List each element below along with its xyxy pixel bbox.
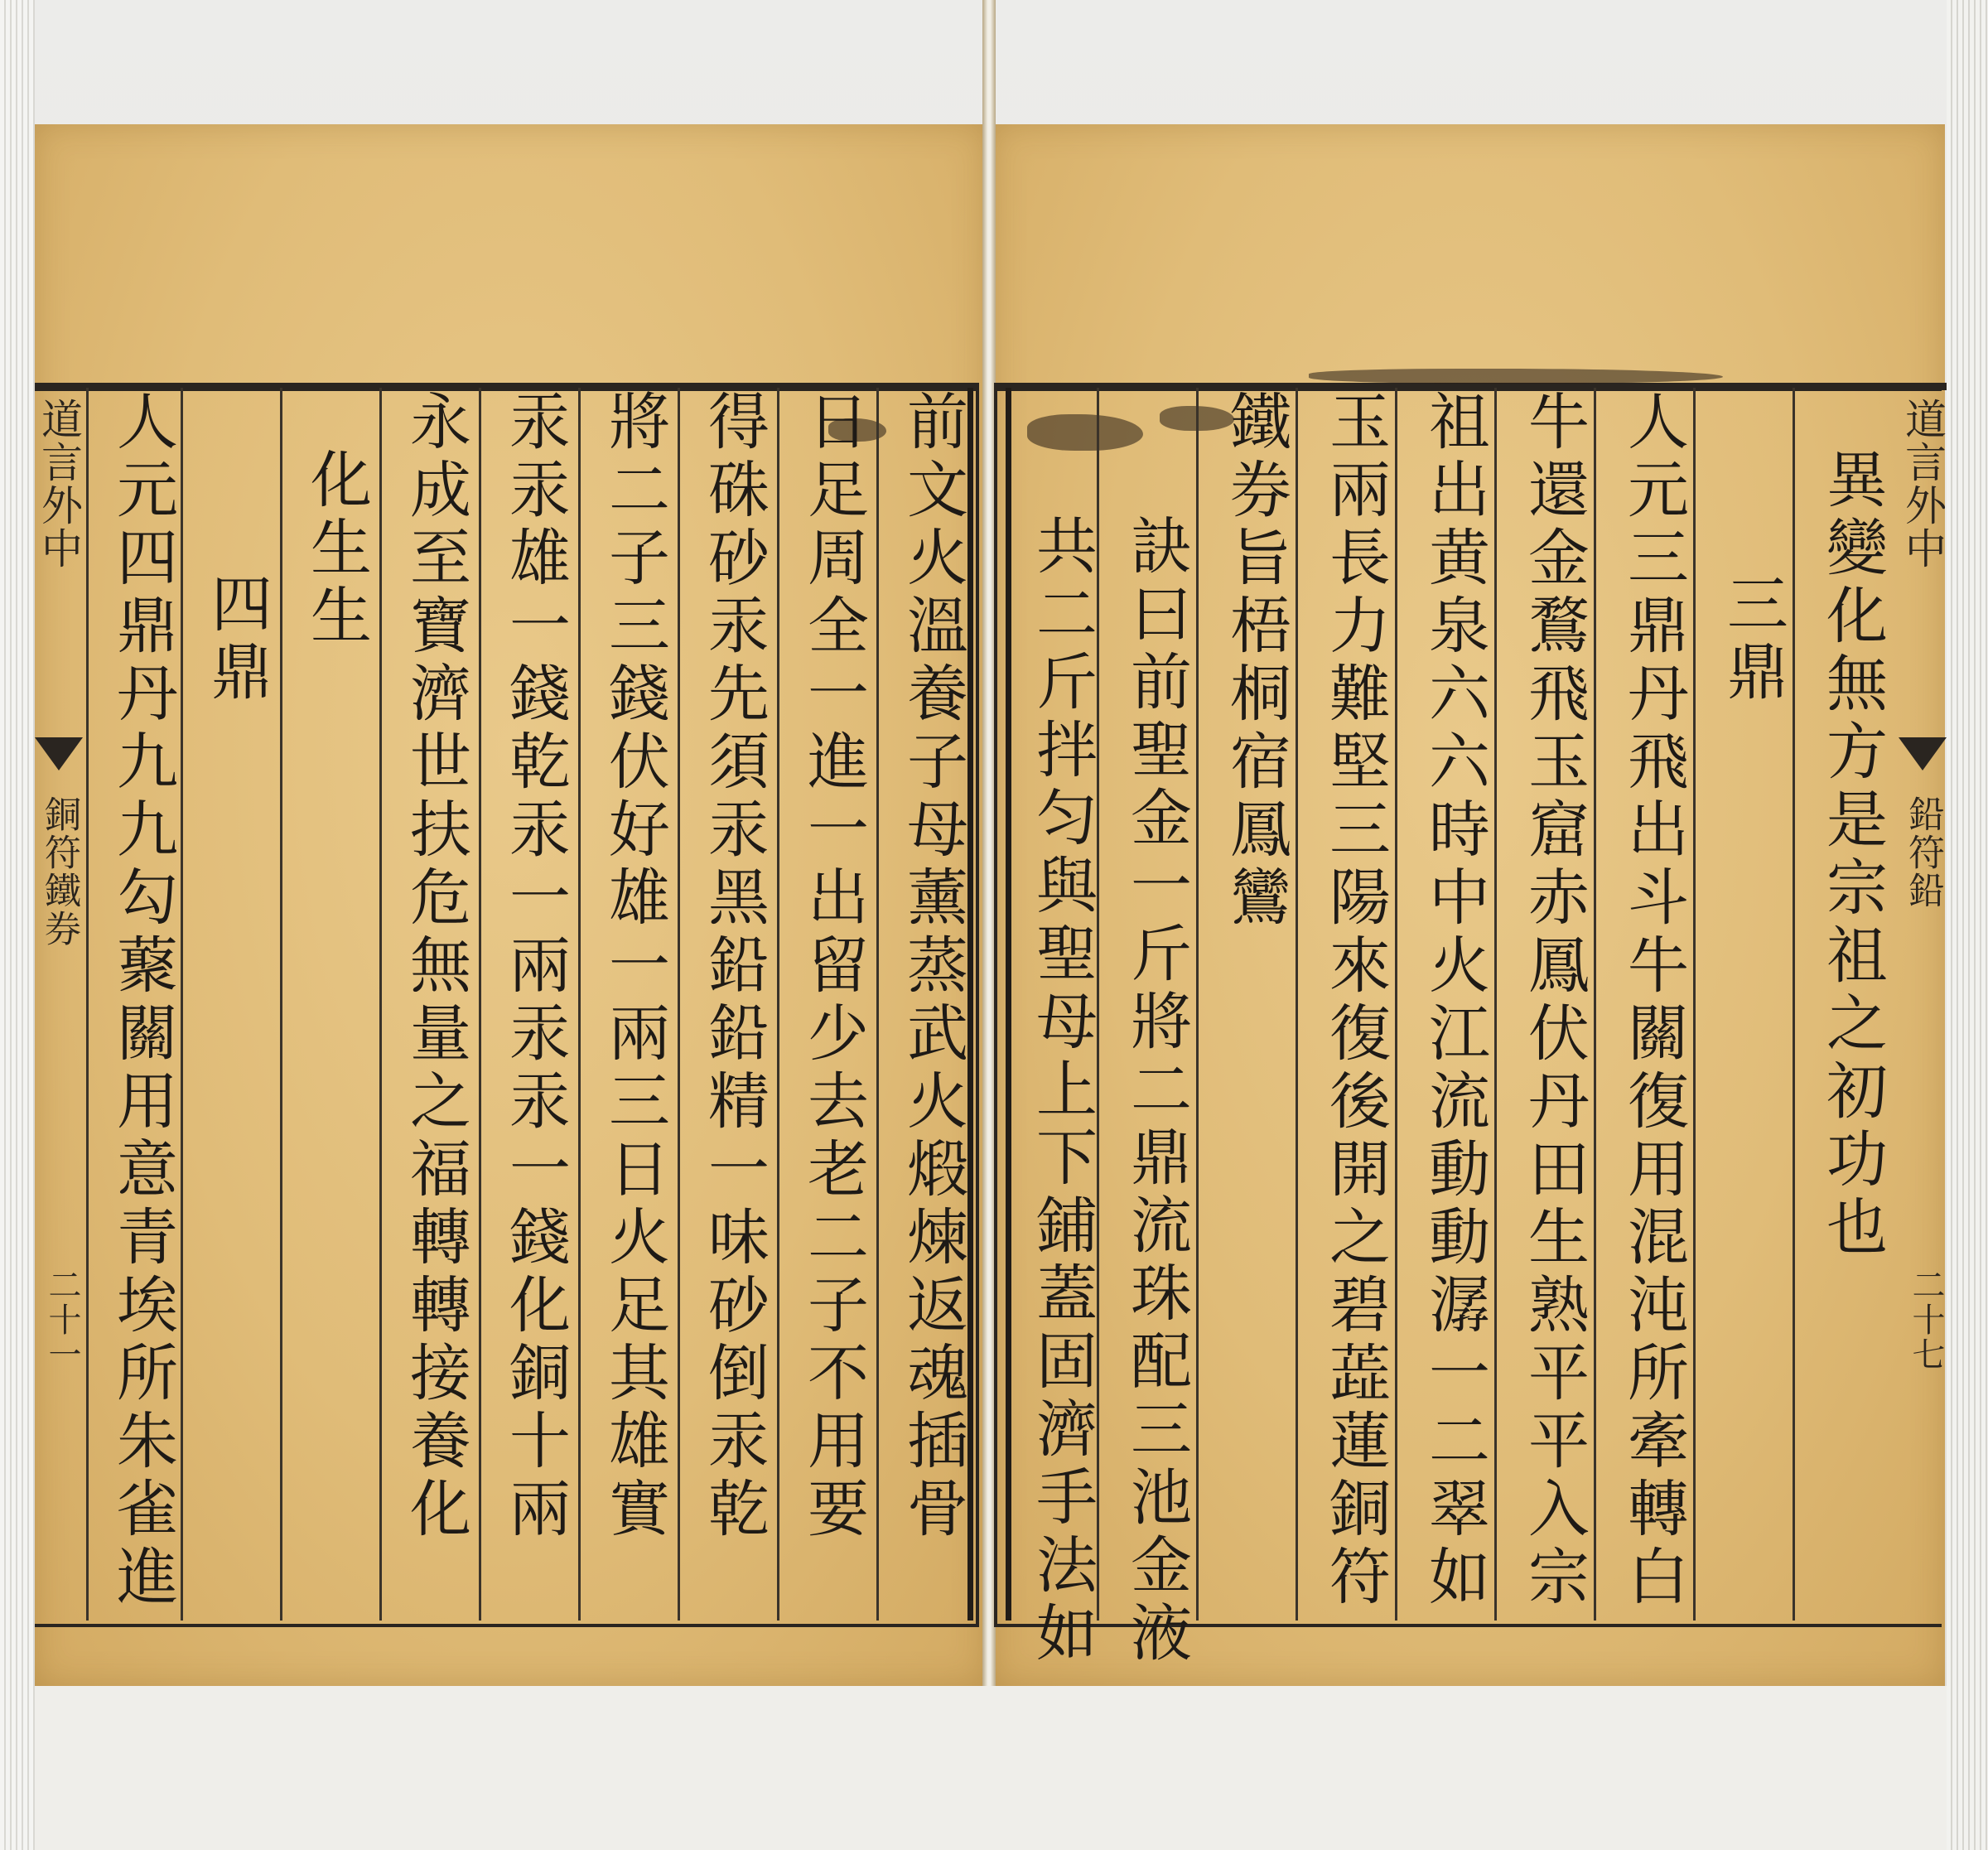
banxin-title: 道言外中 [35,398,83,570]
column-rule [379,388,382,1621]
section-heading: 四鼎 [201,572,273,708]
ink-smudge [1309,369,1723,384]
banxin-folio: 二十七 [1907,1268,1945,1372]
column-rule [86,388,89,1621]
banxin-title: 道言外中 [1899,398,1947,570]
banxin-folio: 二十一 [43,1268,81,1372]
banxin-volume: 鉛符鉛 [1902,795,1944,910]
text-column: 前文火溫養子母薰蒸武火煅煉返魂插骨 [897,389,968,1544]
text-column: 人元四鼎丹九九勾藂關用意青埃所朱雀進 [107,389,178,1612]
text-column: 人元三鼎丹飛出斗牛關復用混沌所牽轉白 [1618,389,1689,1612]
text-column: 汞汞雄一錢乾汞一兩汞汞一錢化銅十兩 [499,389,571,1544]
bottom-margin [35,1686,1947,1850]
column-rule [479,388,481,1621]
text-column: 化生生 [301,447,372,651]
right-page-stack-edge [1947,0,1988,1850]
text-column: 牛還金鶩飛玉窟赤鳳伏丹田生熟平平入宗 [1518,389,1590,1612]
text-column: 鐵券旨梧桐宿鳳鸞 [1220,389,1291,933]
text-column: 將二子三錢伏好雄一兩三日火足其雄實 [599,389,670,1544]
text-column: 永成至寶濟世扶危無量之福轉轉接養化 [400,389,471,1544]
text-column: 訣曰前聖金一斤將二鼎流珠配三池金液 [1121,514,1192,1669]
text-column: 日足周全一進一出留少去老二子不用要 [798,389,869,1544]
fishtail-mark [35,737,83,770]
column-rule [876,388,879,1621]
section-heading: 三鼎 [1717,572,1788,708]
text-column: 異變化無方是宗祖之初功也 [1817,447,1888,1263]
banxin-volume: 銅符鐵券 [38,795,80,948]
left-page-stack-edge [0,0,35,1850]
column-rule [678,388,680,1621]
ink-smudge [1027,414,1143,451]
center-double-rule [1006,388,1011,1621]
fishtail-mark [1899,737,1947,770]
column-rule [578,388,581,1621]
column-rule [777,388,779,1621]
text-column: 得硃砂汞先須汞黑鉛鉛精一味砂倒汞乾 [698,389,770,1544]
column-rule [280,388,282,1621]
right-banxin [1899,381,1947,1624]
text-column: 玉兩長力難堅三陽來復後開之碧蕋蓮銅符 [1320,389,1391,1612]
left-banxin [35,381,83,1624]
text-column: 共二斤拌匀與聖母上下鋪蓋固濟手法如 [1026,514,1098,1669]
text-column: 祖出黄泉六六時中火江流動動潺一二翠如 [1419,389,1490,1612]
